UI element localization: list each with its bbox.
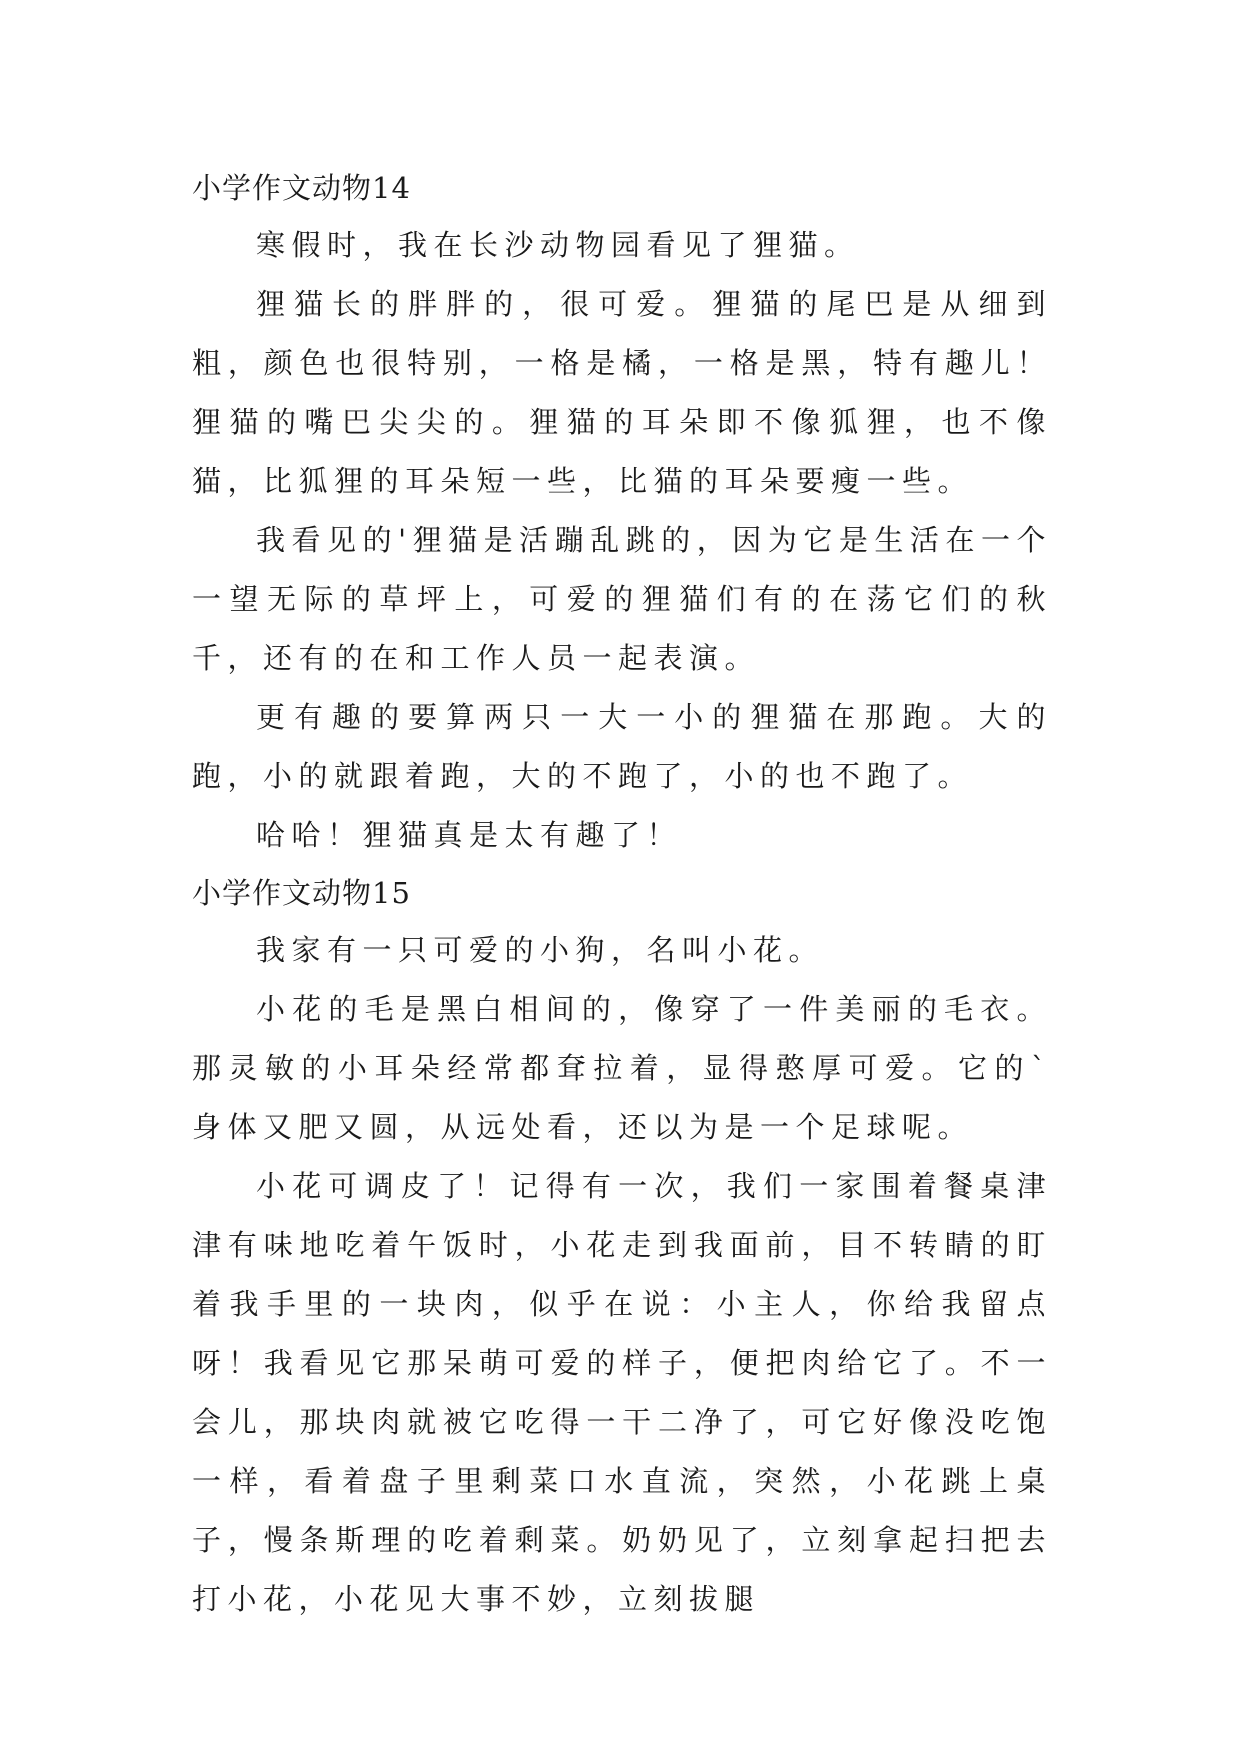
paragraph: 狸猫长的胖胖的，很可爱。狸猫的尾巴是从细到粗，颜色也很特别，一格是橘，一格是黑，特有趣儿！狸猫的嘴巴尖尖的。狸猫的耳朵即不像狐狸，也不像猫，比狐狸的耳朵短一些，比猫的耳朵要瘦一些。 xyxy=(192,287,1052,498)
article-title: 小学作文动物14 xyxy=(192,171,411,205)
paragraph: 我家有一只可爱的小狗，名叫小花。 xyxy=(256,933,825,967)
paragraph: 寒假时，我在长沙动物园看见了狸猫。 xyxy=(256,228,860,262)
article-title: 小学作文动物15 xyxy=(192,876,411,910)
article-14 xyxy=(192,160,1052,865)
paragraph: 哈哈！狸猫真是太有趣了！ xyxy=(256,818,683,852)
paragraph: 小花的毛是黑白相间的，像穿了一件美丽的毛衣。那灵敏的小耳朵经常都耷拉着，显得憨厚可爱。它的`身体又肥又圆，从远处看，还以为是一个足球呢。 xyxy=(192,992,1052,1144)
article-15 xyxy=(192,865,1052,1629)
document-body xyxy=(192,160,1052,1629)
paragraph: 小花可调皮了！记得有一次，我们一家围着餐桌津津有味地吃着午饭时，小花走到我面前，目不转睛的盯着我手里的一块肉，似乎在说：小主人，你给我留点呀！我看见它那呆萌可爱的样子，便把肉给它了。不一会儿，那块肉就被它吃得一干二净了，可它好像没吃饱一样，看着盘子里剩菜口水直流，突然，小花跳上桌子，慢条斯理的吃着剩菜。奶奶见了，立刻拿起扫把去打小花，小花见大事不妙，立刻拔腿 xyxy=(192,1169,1052,1616)
paragraph: 我看见的'狸猫是活蹦乱跳的，因为它是生活在一个一望无际的草坪上，可爱的狸猫们有的在荡它们的秋千，还有的在和工作人员一起表演。 xyxy=(192,523,1052,675)
paragraph: 更有趣的要算两只一大一小的狸猫在那跑。大的跑，小的就跟着跑，大的不跑了，小的也不跑了。 xyxy=(192,700,1052,793)
